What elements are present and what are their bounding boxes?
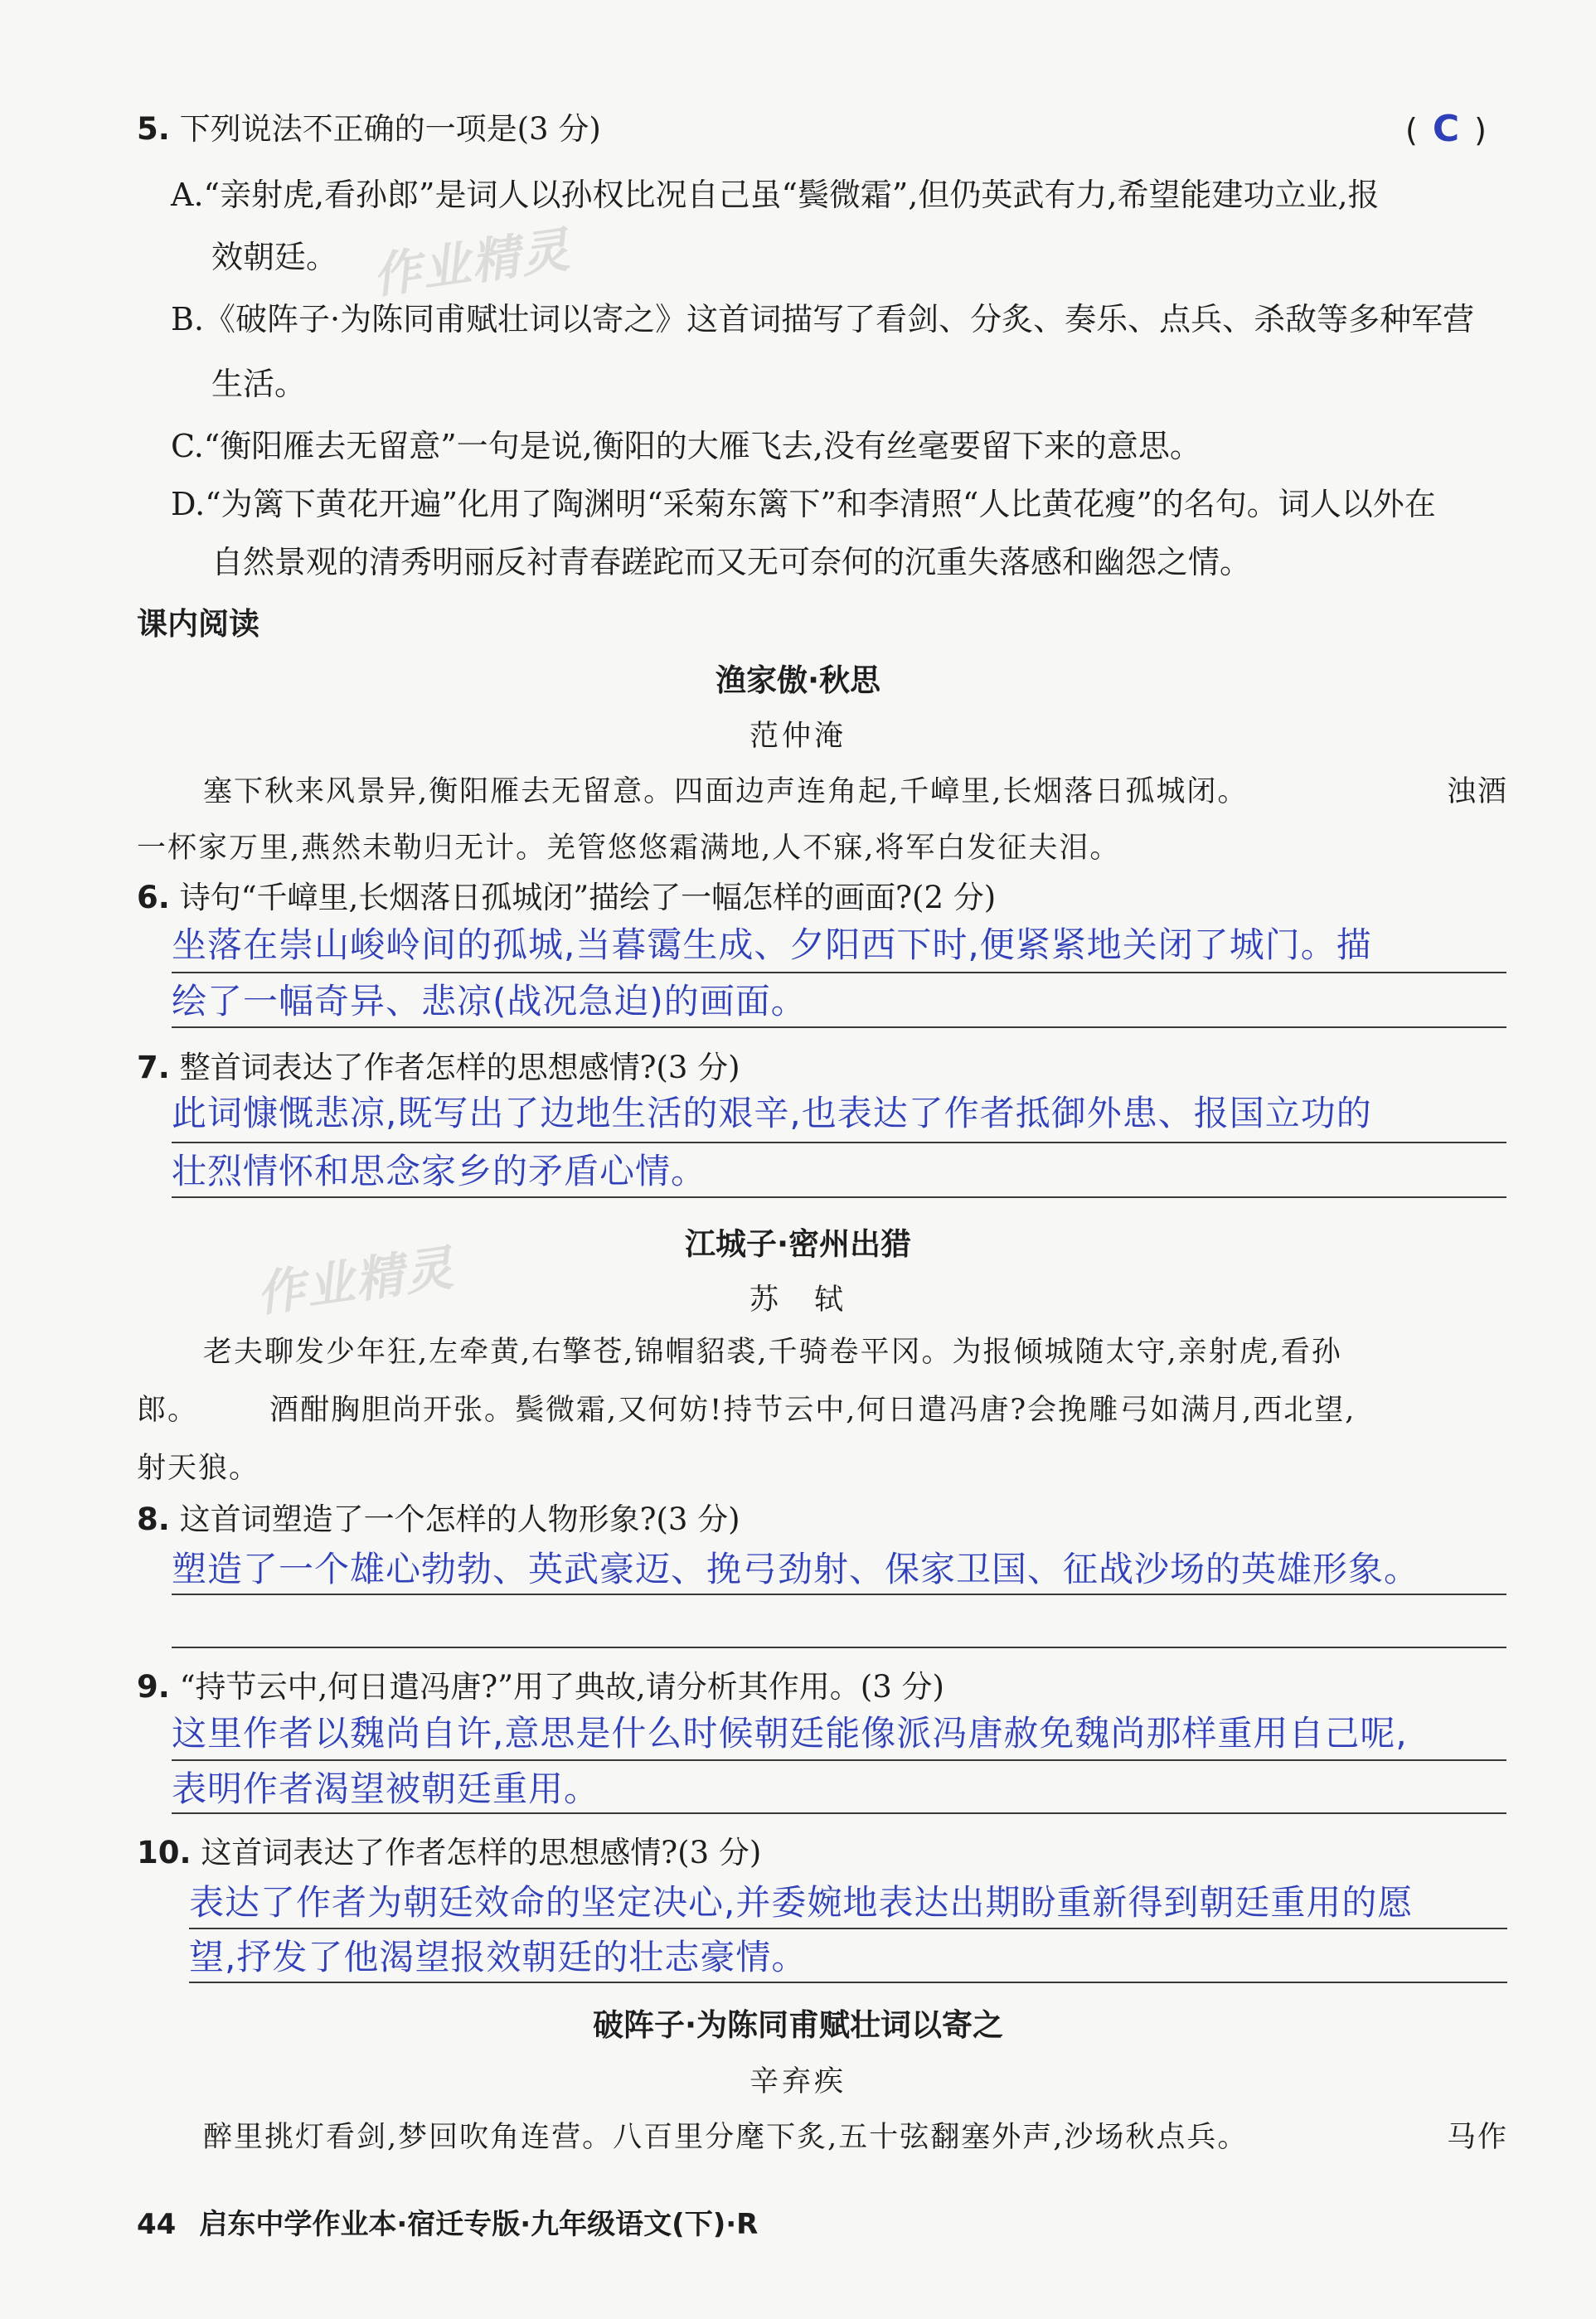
poem-line: 马作: [1447, 2121, 1509, 2154]
question-8: [137, 1501, 740, 1539]
question-text: 下列说法不正确的一项是(3 分): [179, 111, 601, 147]
question-text: 这首词表达了作者怎样的思想感情?(3 分): [201, 1835, 762, 1870]
answer-line: [172, 1759, 1506, 1761]
poem-line: 老夫聊发少年狂,左牵黄,右擎苍,锦帽貂裘,千骑卷平冈。为报倾城随太守,亲射虎,看孙: [203, 1336, 1342, 1369]
book-title: 启东中学作业本·宿迁专版·九年级语文(下)·R: [199, 2208, 759, 2241]
question-text: 这首词塑造了一个怎样的人物形象?(3 分): [179, 1502, 740, 1537]
poem-line: 浊酒: [1447, 775, 1509, 808]
option-d-line1: D.“为篱下黄花开遍”化用了陶渊明“采菊东篱下”和李清照“人比黄花瘦”的名句。词人以外在: [171, 486, 1436, 522]
answer-line: [189, 1982, 1507, 1983]
option-b-line1: B.《破阵子·为陈同甫赋壮词以寄之》这首词描写了看剑、分炙、奏乐、点兵、杀敌等多种军营: [171, 301, 1475, 337]
handwritten-answer: 这里作者以魏尚自许,意思是什么时候朝廷能像派冯唐赦免魏尚那样重用自己呢,: [172, 1713, 1408, 1754]
poem-author: 辛弃疾: [749, 2065, 847, 2098]
poem-line: 射天狼。: [137, 1452, 260, 1485]
question-number: 5.: [137, 111, 170, 147]
option-d-line2: 自然景观的清秀明丽反衬青春蹉跎而又无可奈何的沉重失落感和幽怨之情。: [211, 544, 1252, 580]
poem-title: 江城子·密州出猎: [684, 1226, 912, 1262]
answer-line: [172, 1026, 1506, 1028]
handwritten-answer: 塑造了一个雄心勃勃、英武豪迈、挽弓劲射、保家卫国、征战沙场的英雄形象。: [172, 1549, 1420, 1589]
handwritten-answer: 坐落在崇山峻岭间的孤城,当暮霭生成、夕阳西下时,便紧紧地关闭了城门。描: [172, 924, 1372, 965]
option-b-line2: 生活。: [211, 366, 307, 402]
poem-title: 破阵子·为陈同甫赋壮词以寄之: [592, 2007, 1004, 2043]
handwritten-answer: 望,抒发了他渴望报效朝廷的壮志豪情。: [189, 1937, 808, 1977]
question-number: 8.: [137, 1502, 170, 1537]
poem-line: 郎。: [137, 1394, 199, 1427]
chosen-answer: C: [1432, 108, 1460, 150]
paren-right: ): [1474, 112, 1487, 148]
answer-line: [172, 1812, 1506, 1814]
page-footer: [137, 2201, 758, 2242]
poem-line: 醉里挑灯看剑,梦回吹角连营。八百里分麾下炙,五十弦翻塞外声,沙场秋点兵。: [203, 2121, 1249, 2154]
handwritten-answer: 壮烈情怀和思念家乡的矛盾心情。: [172, 1151, 707, 1191]
question-7: [137, 1049, 740, 1087]
answer-line: [172, 1594, 1506, 1595]
answer-line: [172, 1196, 1506, 1198]
option-a-line2: 效朝廷。: [211, 239, 338, 275]
question-10: [137, 1834, 761, 1872]
question-number: 10.: [137, 1835, 192, 1870]
option-a-line1: A.“亲射虎,看孙郎”是词人以孙权比况自己虽“鬓微霜”,但仍英武有力,希望能建功立业,报: [171, 177, 1380, 213]
answer-line: [172, 1142, 1506, 1143]
page-number: 44: [137, 2208, 177, 2241]
handwritten-answer: 绘了一幅奇异、悲凉(战况急迫)的画面。: [172, 981, 807, 1021]
answer-line: [189, 1928, 1507, 1929]
question-5: [137, 110, 601, 148]
question-number: 6.: [137, 880, 170, 915]
answer-bracket: [1405, 108, 1487, 150]
question-text: 诗句“千嶂里,长烟落日孤城闭”描绘了一幅怎样的画面?(2 分): [179, 880, 997, 915]
poem-line: 酒酣胸胆尚开张。鬓微霜,又何妨!持节云中,何日遣冯唐?会挽雕弓如满月,西北望,: [269, 1394, 1356, 1427]
question-9: [137, 1668, 944, 1706]
watermark-logo: 作业精灵: [253, 1239, 458, 1323]
option-c-line1: C.“衡阳雁去无留意”一句是说,衡阳的大雁飞去,没有丝毫要留下来的意思。: [171, 428, 1201, 464]
poem-line: 一杯家万里,燕然未勒归无计。羌管悠悠霜满地,人不寐,将军白发征夫泪。: [137, 832, 1121, 865]
section-heading: 课内阅读: [137, 606, 260, 642]
poem-title: 渔家傲·秋思: [715, 662, 881, 698]
answer-line: [172, 972, 1506, 973]
question-number: 9.: [137, 1669, 170, 1705]
question-number: 7.: [137, 1050, 170, 1085]
handwritten-answer: 表明作者渴望被朝廷重用。: [172, 1768, 600, 1809]
handwritten-answer: 表达了作者为朝廷效命的坚定决心,并委婉地表达出期盼重新得到朝廷重用的愿: [189, 1882, 1414, 1923]
question-text: 整首词表达了作者怎样的思想感情?(3 分): [179, 1050, 740, 1085]
question-6: [137, 879, 996, 917]
poem-author: 苏 轼: [749, 1283, 847, 1317]
poem-author: 范仲淹: [749, 720, 847, 753]
poem-line: 塞下秋来风景异,衡阳雁去无留意。四面边声连角起,千嶂里,长烟落日孤城闭。: [203, 775, 1249, 808]
answer-line: [172, 1647, 1506, 1648]
handwritten-answer: 此词慷慨悲凉,既写出了边地生活的艰辛,也表达了作者抵御外患、报国立功的: [172, 1093, 1372, 1133]
watermark-logo: 作业精灵: [369, 221, 575, 305]
paren-left: (: [1405, 112, 1418, 148]
question-text: “持节云中,何日遣冯唐?”用了典故,请分析其作用。(3 分): [179, 1669, 944, 1705]
